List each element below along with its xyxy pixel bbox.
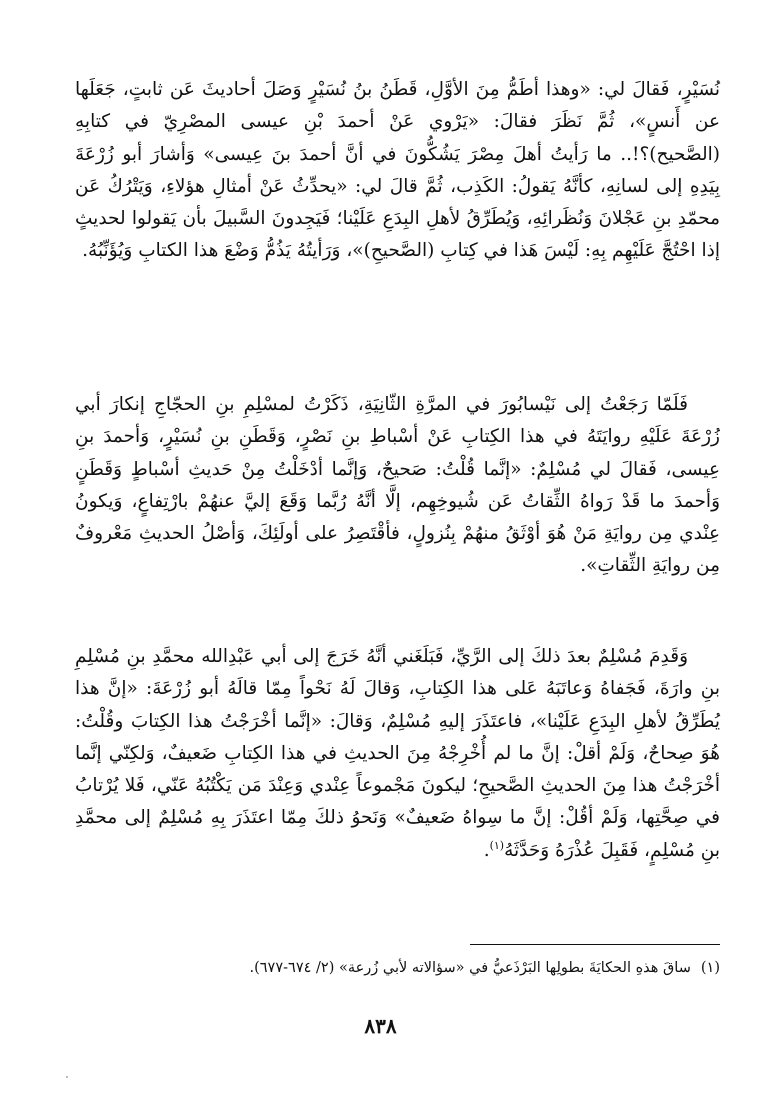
scan-mark: [66, 1076, 68, 1078]
paragraph-text: فَلَمّا رَجَعْتُ إلى نَيْسابُورَ في المرَّةِ الثّانِيَةِ، ذَكَرْتُ لمسْلِمِ بنِ الحجّاجِ إنكارَ أبي زُرْعَةَ عَلَيْهِ روايَتَهُ في هذا الكِتابِ عَنْ أسْباطِ بنِ نَصْرٍ، وَقَطَنِ بنِ نُسَيْرٍ، وَأحمدَ بنِ عِيسى، فَقالَ لي مُسْلِمٌ: «إنَّما قُلْتُ: صَحيحٌ، وَإنَّما أدْخَلْتُ مِنْ حَديثِ أسْباطٍ وَقَطَنٍ وَأحمدَ ما قَدْ رَواهُ الثِّقاتُ عَن شُيوخِهِم، إلَّا أنَّهُ رُبَّما وَقَعَ إليَّ عنهُمْ بارْتِفاعٍ، وَيكونُ عِنْدي مِن روايَةِ مَنْ هُوَ أوْثَقُ منهُمْ بِنُزولٍ، فأقْتَصِرُ على أولَئِكَ، وَأصْلُ الحديثِ مَعْروفٌ مِن روايَةِ الثِّقاتِ».: [75, 394, 720, 577]
footnote-separator: [470, 944, 720, 945]
paragraph-text: وَقَدِمَ مُسْلِمٌ بعدَ ذلكَ إلى الرَّيِّ، فَبَلَغَني أنَّهُ خَرَجَ إلى أبي عَبْدِالله محمَّدِ بنِ مُسْلِمِ بنِ وارَةَ، فَجَفاهُ وَعاتَبَهُ عَلى هذا الكِتابِ، وَقالَ لَهُ نَحْواً مِمّا قالَهُ أبو زُرْعَةَ: «إنَّ هذا يُطَرِّقُ لأهلِ البِدَعِ عَلَيْنا»، فاعتَذَرَ إليهِ مُسْلِمٌ، وَقالَ: «إنَّما أخْرَجْتُ هذا الكِتابَ وقُلْتُ: هُوَ صِحاحٌ، وَلَمْ أقلْ: إنَّ ما لم أُخْرِجْهُ مِنَ الحديثِ في هذا الكِتابِ ضَعيفٌ، وَلكِنّي إنَّما أخْرَجْتُ هذا مِنَ الحديثِ الصَّحيحِ؛ ليكونَ مَجْموعاً عِنْدي وَعِنْدَ مَن يَكْتُبُهُ عَنّي، فَلا يُرْتابُ في صِحَّتِها، وَلَمْ أقُلْ: إنَّ ما سِواهُ ضَعيفٌ» وَنَحوُ ذلكَ مِمّا اعتَذَرَ بِهِ مُسْلِمٌ إلى محمَّدِ بنِ مُسْلِمٍ، فَقَبِلَ عُذْرَهُ وَحَدَّثَهُ: [75, 646, 720, 861]
footnote: [75, 957, 720, 979]
footnote-text: ساقَ هذهِ الحكايَةَ بطولِها البَرْذَعيُّ في «سؤالاته لأبي زُرعة» (٢/ ٦٧٤-٦٧٧).: [249, 960, 691, 976]
main-text-paragraph-3: [75, 641, 720, 867]
footnote-number: (١): [700, 960, 720, 976]
paragraph-container: [75, 641, 720, 867]
main-text-paragraph-1: [75, 74, 720, 268]
main-text-paragraph-2: [75, 389, 720, 583]
paragraph-end-mark: .: [483, 839, 490, 861]
paragraph-text: نُسَيْرٍ، فَقالَ لي: «وهذا أطَمُّ مِنَ الأوَّلِ، قَطَنُ بنُ نُسَيْرٍ وَصَلَ أحاديثَ عَن ثابتٍ، جَعَلَها عن أَنسٍ»، ثُمَّ نَظَرَ فقالَ: «يَرْوي عَنْ أحمدَ بْنِ عيسى المصْرِيّ في كتابِهِ (الصَّحيح)؟!.. ما رَأيتُ أهلَ مِصْرَ يَشُكُّونَ في أنَّ أحمدَ بنَ عِيسى» وَأشارَ أبو زُرْعَةَ بِيَدِهِ إلى لسانِهِ، كأنَّهُ يَقولُ: الكَذِب، ثُمَّ قالَ لي: «يحدِّثُ عَنْ أمثالِ هؤلاءِ، وَيَتْرُكُ عَن محمّدِ بنِ عَجْلانَ وَنُظَرائِهِ، وَيُطَرِّقُ لأهلِ البِدَعِ عَلَيْنا؛ فَيَجِدونَ السَّبيلَ بأن يَقولوا لحديثٍ إذا احْتُجَّ عَلَيْهِم بِهِ: لَيْسَ هَذا في كِتابِ (الصَّحيحِ)»، وَرَأيتُهُ يَذُمُّ وَضْعَ هذا الكتابِ وَيُؤَنِّبُهُ.: [75, 79, 720, 262]
page-number: ٨٣٨: [364, 1014, 397, 1038]
footnote-reference[interactable]: (١): [489, 838, 505, 852]
